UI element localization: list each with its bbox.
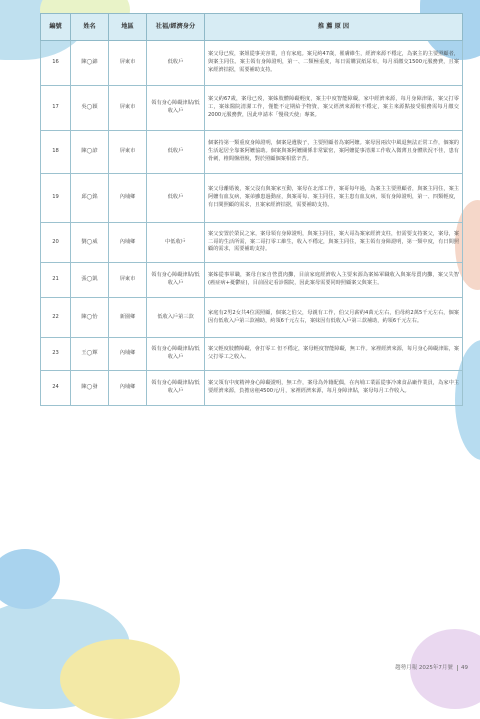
table-row [41,41,463,86]
cell-name: 陳◯發 [71,371,109,406]
cell-status: 低收戶 [147,131,205,174]
cell-name: 張◯凱 [71,263,109,298]
cell-reason: 案父母已歿，案姐從事美容業，自有家庭。案兄約47歲，罹膚維生，經濟來源不穩定，為案主的主要照顧者，與案主同住。案主領有身障證明，第一、二類極重度，每日需購買紙尿布，每月須繳交1500元服務費，且案家經濟拮据，需要補助支持。 [205,41,463,86]
header-reason: 推 薦 原 因 [205,14,463,41]
table-row [41,298,463,338]
cell-status: 低收戶 [147,41,205,86]
cell-reason: 案父約67歲，案母已歿，案姊肢體障礙輕度，案主中度智能障礙，家中經濟來源，每月身障津貼，案父打零工，案妹醫院清潔工作，僅能不定期給予物資，案父經濟來源較不穩定，案主來源點接受服務需每月繳交2000元服務費，因此申請本「慢飛天使」專案。 [205,86,463,131]
header-area: 地區 [109,14,147,41]
cell-area: 屏東市 [109,263,147,298]
cell-status: 領有身心障礙津貼/低收入戶 [147,86,205,131]
publication-name: 趨勢月報 [395,665,418,671]
cell-name: 劉◯威 [71,223,109,263]
cell-reason: 家庭有2男2女共4位需照顧，個案之伯父，母親有工作，伯父月薪約4萬元左右，伯母約2萬5千元左右，個案因有低收入戶第三款補助，約領6千元左右，案妹因有低收入戶第三款補助，約領6千元左右。 [205,298,463,338]
header-status: 社福/經濟身分 [147,14,205,41]
cell-area: 屏東市 [109,41,147,86]
cell-reason: 案父安置於榮民之家，案母領有身障證明，與案主同住，案大哥為案家經濟支柱，但需要支持案父，案母，案二哥的生活所需，案二哥打零工維生，收入不穩定，與案主同住，案主領有身障證明，第一類中度，有日間照顧的需求，需要補助支持。 [205,223,463,263]
table-row [41,223,463,263]
cell-number: 17 [41,86,71,131]
cell-number: 22 [41,298,71,338]
header-name: 姓名 [71,14,109,41]
cell-area: 內埔鄉 [109,174,147,223]
cell-number: 23 [41,338,71,371]
table-row [41,371,463,406]
cell-area: 內埔鄉 [109,371,147,406]
cell-name: 王◯輝 [71,338,109,371]
page-footer [395,663,468,671]
cell-area: 內埔鄉 [109,338,147,371]
cell-reason: 案姊從事軍職，案母自家自營賣肉攤，目前家庭經濟收入主要來源為案姊軍職收入與案母賣肉攤，案父失智(癌症病+憂鬱症)，目前固定看診醫院，因此案母需要同時照顧案父與案主。 [205,263,463,298]
cell-name: 陳◯怡 [71,298,109,338]
cell-number: 19 [41,174,71,223]
cell-name: 邱◯銘 [71,174,109,223]
table-row [41,263,463,298]
cell-area: 內埔鄉 [109,223,147,263]
cell-status: 領有身心障礙津貼/低收入戶 [147,263,205,298]
cell-area: 新園鄉 [109,298,147,338]
decor-blob [60,639,180,719]
cell-area: 屏東市 [109,131,147,174]
page-number: 49 [461,665,468,671]
cell-reason: 案父領有中度精神身心障礙證明，無工作，案母為外籍配偶，在內埔工業區從事冷凍食品廠作業員，為家中主要經濟來源，負擔房租4500元/月，家裡經濟來源，每月身障津貼，案母每月工作收入。 [205,371,463,406]
cell-name: 吳◯穎 [71,86,109,131]
table-row [41,131,463,174]
table-header [41,14,463,41]
issue-date: 2025年7月號 [418,665,453,671]
recommendation-table [40,13,463,406]
cell-number: 20 [41,223,71,263]
cell-reason: 個案持第一類重度身障證明，個案是遺腹子，主要照顧者為案阿嬤。案母因兩次中風退無法正常工作，個案的生活起居全靠案阿嬤協助。個案與案阿嬤關係非常緊密，案阿嬤從事清潔工作收入微薄且身體狀況不佳，患有骨刺，椎間盤滑脫，對於照顧個案相當辛苦。 [205,131,463,174]
table-row [41,338,463,371]
cell-reason: 案父輕度肢體障礙，會打零工 但不穩定，案母輕度智能障礙，無工作。家裡經濟來源，每月身心障礙津貼，案父打零工之收入。 [205,338,463,371]
cell-name: 陳◯錦 [71,41,109,86]
table-row [41,86,463,131]
cell-status: 低收入戶第三款 [147,298,205,338]
cell-status: 中低收戶 [147,223,205,263]
cell-number: 16 [41,41,71,86]
cell-number: 24 [41,371,71,406]
cell-number: 18 [41,131,71,174]
header-number: 編號 [41,14,71,41]
cell-status: 低收戶 [147,174,205,223]
cell-status: 領有身心障礙津貼/低收入戶 [147,338,205,371]
cell-name: 陳◯諺 [71,131,109,174]
cell-status: 領有身心障礙津貼/低收入戶 [147,371,205,406]
footer-divider [457,665,458,671]
cell-area: 屏東市 [109,86,147,131]
cell-number: 21 [41,263,71,298]
cell-reason: 案父母離婚後，案父沒有與案家互動，案母在北部工作，案哥每年過，為案主主要照顧者，與案主同住，案主阿嬤有血友病，案弟雖患過動症，與案哥每、案主同住，案主患有血友病，領有身障證明，第一、四類輕度，有日間照顧的需求，且案家經濟拮据，需要補助支持。 [205,174,463,223]
table-row [41,174,463,223]
